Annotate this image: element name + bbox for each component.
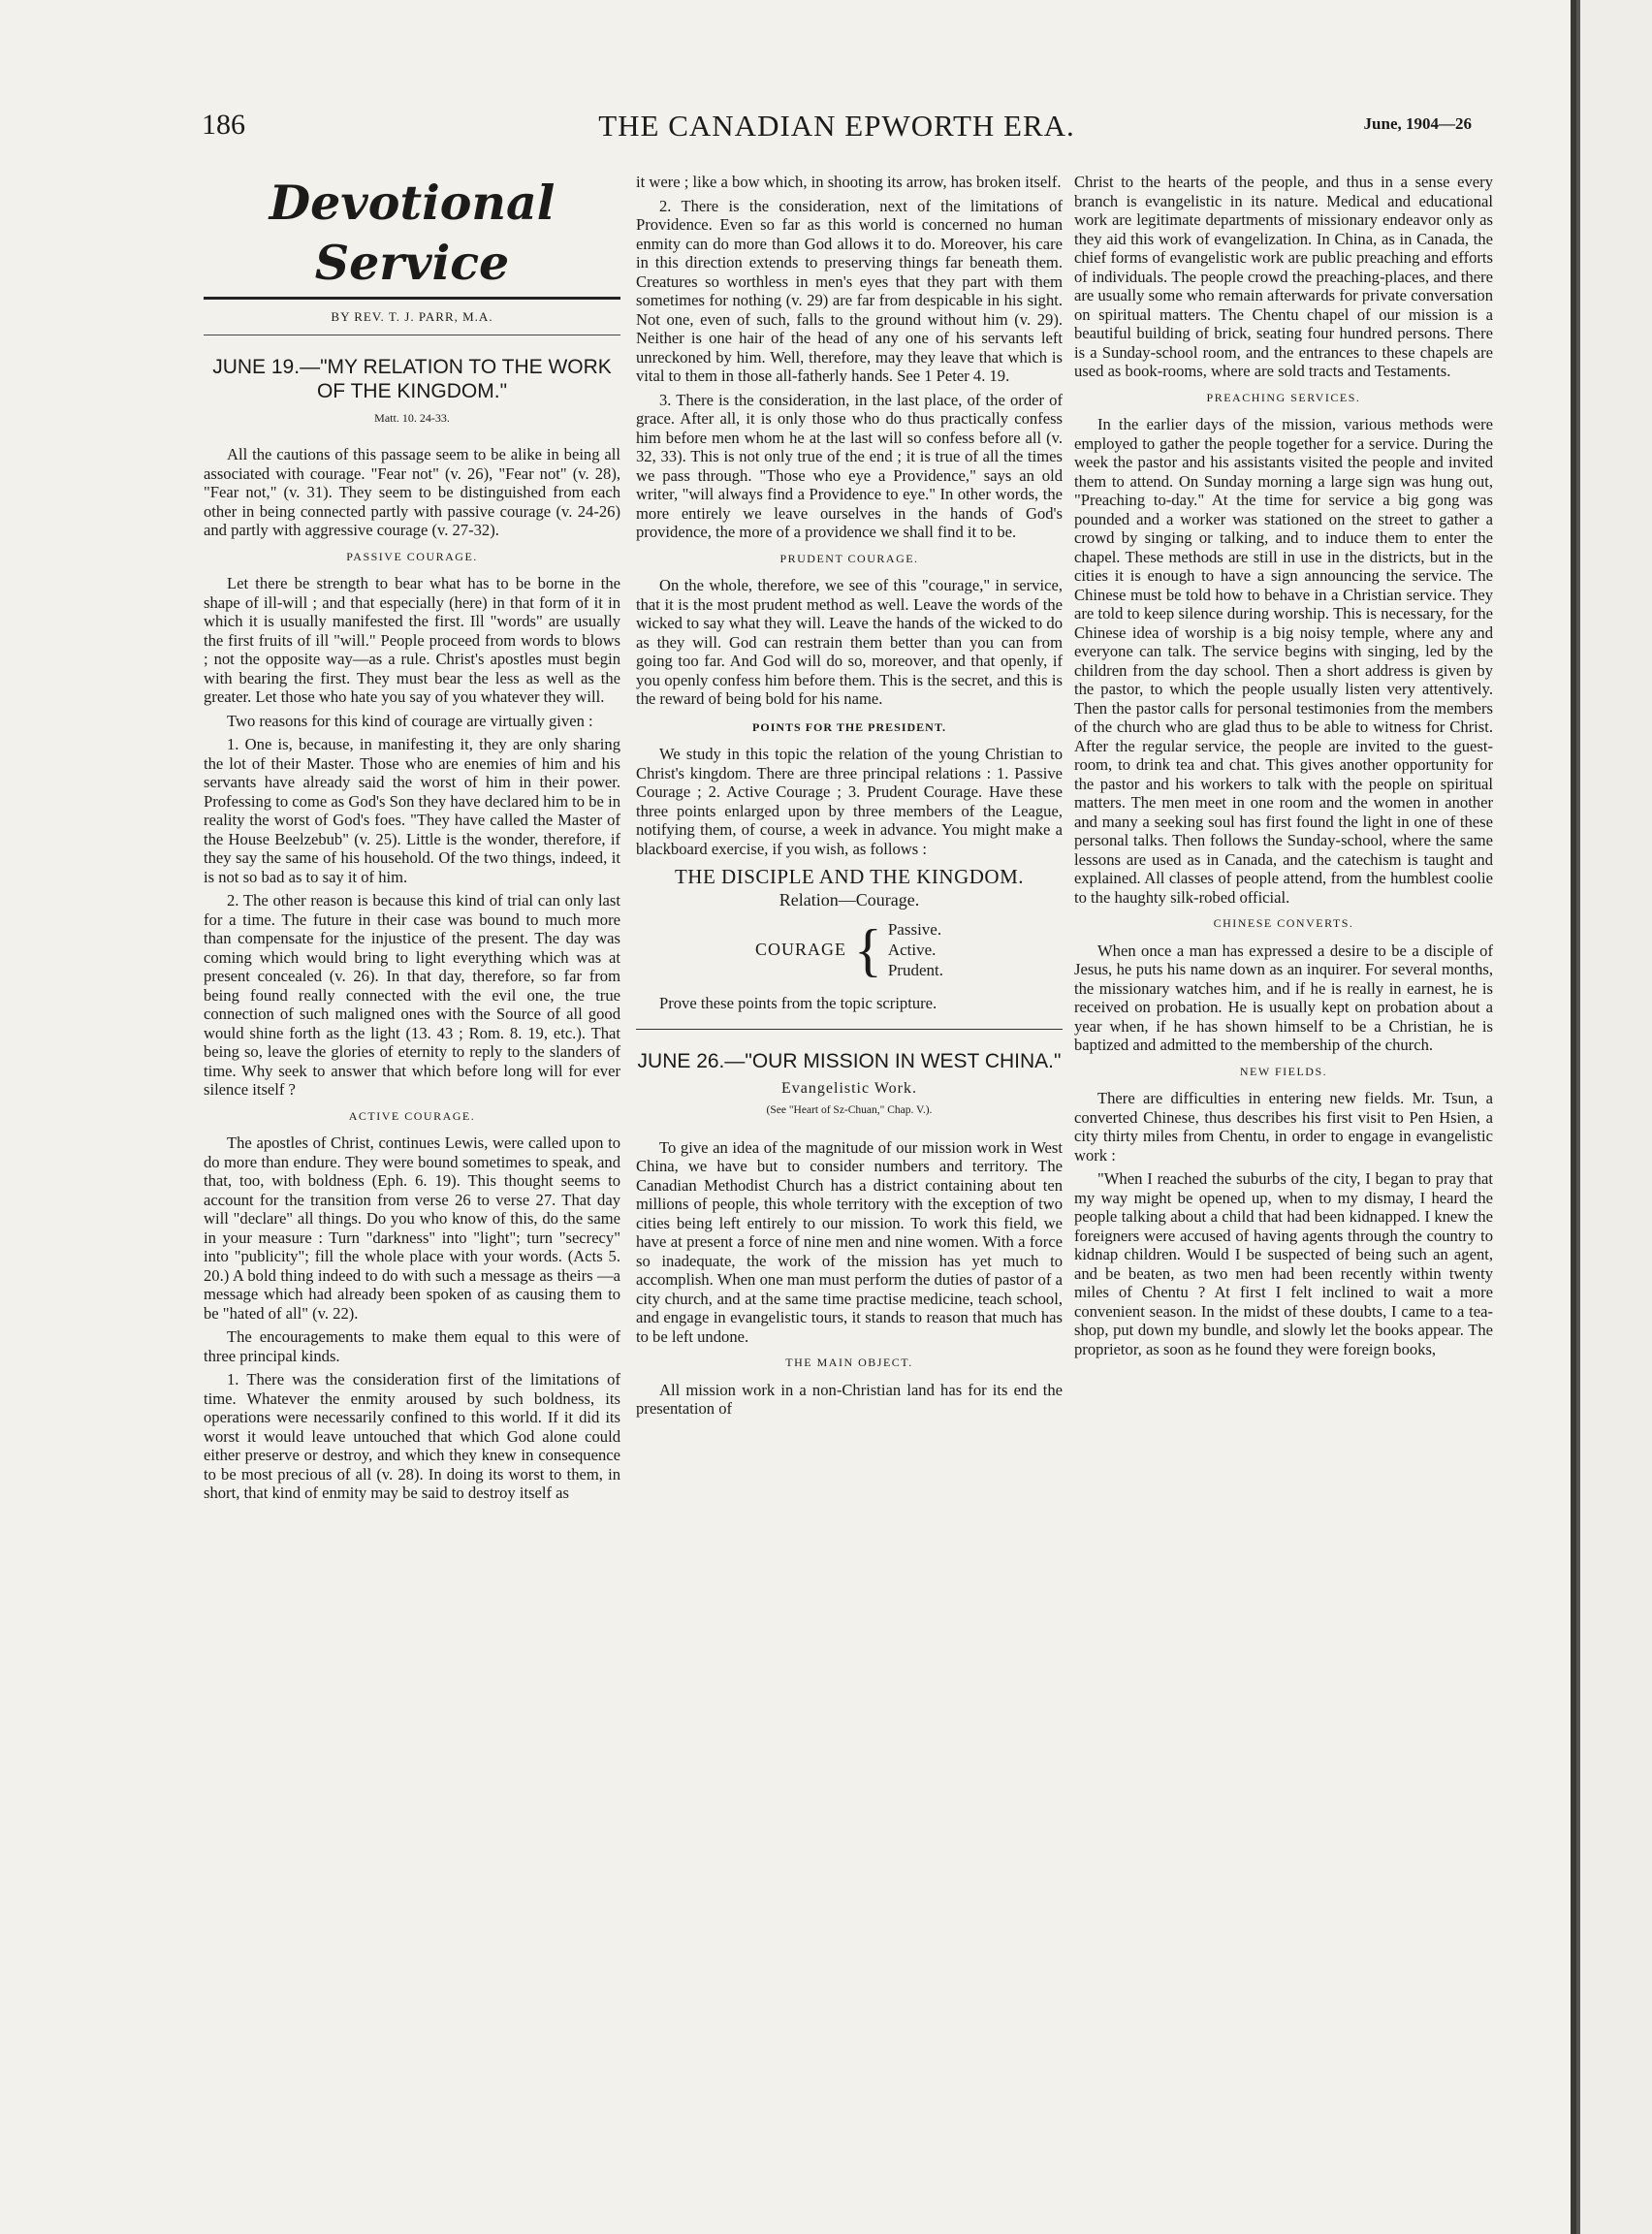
- paragraph: There are difficulties in entering new fields. Mr. Tsun, a converted Chinese, thus describes his first visit to Pen Hsien, a city thirty miles from Chentu, in order to engage in evangelistic work :: [1074, 1089, 1493, 1165]
- paragraph: The encouragements to make them equal to this were of three principal kinds.: [204, 1327, 620, 1365]
- courage-diagram: [636, 919, 1063, 980]
- paragraph: Prove these points from the topic scripture.: [659, 994, 937, 1012]
- subheading-main-object: THE MAIN OBJECT.: [785, 1356, 913, 1369]
- paragraph: 2. The other reason is because this kind of trial can only last for a time. The future in their case was bound to much more than compensate for the injustice of the present. The day was coming which would bring to light everything which was at present concealed (v. 26). In that day, therefore, so far from being found really connected with the evil one, the true connection of such maligned ones with the Source of all good would shine forth as the light (13. 43 ; Rom. 8. 19, etc.). That being so, leave the glories of eternity to reply to the slanders of time. Why seek to answer that which before long will for ever silence itself ?: [204, 891, 620, 1099]
- courage-items: [888, 919, 943, 980]
- paragraph: it were ; like a bow which, in shooting its arrow, has broken itself.: [636, 173, 1062, 191]
- paragraph: Christ to the hearts of the people, and thus in a sense every branch is evangelistic in its nature. Medical and educational work are legitimate departments of missionary endeavor only as they aid this work of evangelization. In China, as in Canada, the chief forms of evangelistic work are public preaching and efforts of individuals. The people crowd the preaching-places, and there are usually some who remain afterwards for private conversation on spiritual matters. The Chentu chapel of our mission is a beautiful building of brick, seating four hundred persons. There is a Sunday-school room, and the entrances to these chapels are used as book-rooms, where are sold tracts and Testaments.: [1074, 173, 1493, 380]
- subheading-prudent-courage: PRUDENT COURAGE.: [779, 551, 919, 565]
- byline: BY REV. T. J. PARR, M.A.: [204, 307, 620, 335]
- paragraph: In the earlier days of the mission, various methods were employed to gather the people together for a service. During the week the pastor and his assistants visited the people and invited them to attend. On Sunday morning a large sign was hung out, "Preaching to-day." At the time for service a big gong was pounded and a worker was stationed on the street to gather a crowd by singing or talking, and to induce them to enter the chapel. These methods are still in use in the districts, but in the cities it is enough to have a sign announcing the service. The Chinese must be told how to behave in a Christian service. They are told to keep silence during worship. This is necessary, for the Chinese idea of worship is a big noisy temple, where any and everyone can talk. The service begins with singing, led by the children from the day school. Then a short address is given by the pastor, to which the people usually listen very attentively. Then the pastor calls for personal testimonies from the members of the church who are glad thus to be able to witness for Christ. After the regular service, the people are invited to the guest-room, to drink tea and chat. This gives another opportunity for the pastor and his workers to talk with the people on spiritual matters. The men meet in one room and the women in another and many a seeking soul has first found the light in one of these personal talks. Then follows the Sunday-school, where the same lessons are used as in Canada, and the catechism is taught and explained. All classes of people attend, from the humblest coolie to the haughty silk-robed official.: [1074, 415, 1493, 907]
- scripture-reference: Matt. 10. 24-33.: [374, 410, 450, 425]
- issue-date: June, 1904—26: [1363, 114, 1472, 133]
- page-number: 186: [202, 109, 245, 141]
- topic-heading-june-26: JUNE 26.—"OUR MISSION IN WEST CHINA.": [637, 1049, 1062, 1072]
- column-3: [1074, 173, 1493, 1363]
- paragraph: To give an idea of the magnitude of our mission work in West China, we have but to consider numbers and territory. The Canadian Methodist Church has a district containing about ten millions of people, this whole territory with the exception of two cities being left entirely to our mission. To work this field, we have at present a force of nine men and nine women. With a force so inadequate, the work of the mission has yet much to accomplish. When one man must perform the duties of pastor of a city church, and at the same time practise medicine, teach school, and engage in evangelistic tours, it stands to reason that much has to be left undone.: [636, 1137, 1063, 1346]
- paragraph: The apostles of Christ, continues Lewis, were called upon to do more than endure. They were bound sometimes to speak, and that, too, with boldness (Eph. 6. 19). This thought seems to account for the transition from verse 26 to verse 27. That day will "declare" all things. Do you who know of this, do the same in your measure : Turn "darkness" into "light"; turn "secrecy" into "publicity"; fill the whole place with your words. (Acts 5. 20.) A bold thing indeed to do with such a message as theirs —a message which had already been spoken of as causing them to be "hated of all" (v. 22).: [204, 1133, 620, 1323]
- column-2: [636, 173, 1063, 1423]
- paragraph: Two reasons for this kind of courage are virtually given :: [227, 711, 593, 730]
- subheading-evangelistic-work: Evangelistic Work.: [781, 1079, 917, 1097]
- paragraph: 3. There is the consideration, in the last place, of the order of grace. After all, it is only those who do thus practically confess him before men whom he at the last will so confess before all (v. 32, 33). This is not only true of the end ; it is true of all the times we pass through. "Those who eye a Providence," says an old writer, "will always find a Providence to eye." In other words, the more entirely we leave ourselves in the hands of God's providence, the more of a providence we shall find it to be.: [636, 390, 1063, 541]
- subheading-preaching-services: PREACHING SERVICES.: [1206, 390, 1361, 404]
- brace-icon: {: [854, 917, 882, 982]
- courage-item: Passive.: [887, 920, 942, 939]
- subheading-new-fields: NEW FIELDS.: [1239, 1064, 1328, 1078]
- divider: [636, 1029, 1063, 1030]
- paragraph: 1. There was the consideration first of the limitations of time. Whatever the enmity aroused by such boldness, its operations were necessarily confined to this world. If it did its worst it would leave untouched that which God alone could either preserve or destroy, and which they knew in consequence to be most precious of all (v. 28). In doing its worst to them, in short, that kind of enmity may be said to destroy itself as: [204, 1370, 620, 1502]
- blackboard-relation: Relation—Courage.: [778, 889, 920, 910]
- courage-item: Prudent.: [887, 961, 943, 979]
- see-reference: (See "Heart of Sz-Chuan," Chap. V.).: [766, 1104, 933, 1116]
- paragraph: We study in this topic the relation of the young Christian to Christ's kingdom. There are three principal relations : 1. Passive Courage ; 2. Active Courage ; 3. Prudent Courage. Have these three points enlarged upon by three members of the League, notifying them, of course, a week in advance. You might make a blackboard exercise, if you wish, as follows :: [636, 745, 1063, 858]
- binding-gutter: [1576, 0, 1580, 2234]
- courage-item: Active.: [887, 941, 937, 959]
- blackboard-title: THE DISCIPLE AND THE KINGDOM.: [674, 865, 1024, 888]
- paragraph: All the cautions of this passage seem to be alike in being all associated with courage. "Fear not" (v. 26), "Fear not" (v. 28), "Fear not," (v. 31). They seem to be distinguished from each other in being connected partly with passive courage (v. 24-26) and partly with aggressive courage (v. 27-32).: [204, 445, 620, 539]
- courage-label: COURAGE: [755, 939, 847, 959]
- facing-page-edge: [1571, 0, 1652, 2234]
- paragraph: When once a man has expressed a desire to be a disciple of Jesus, he puts his name down as an inquirer. For several months, the missionary watches him, and if he is really in earnest, he is received on probation. He is usually kept on probation about a year when, if he has shown himself to be a Christian, he is baptized and admitted to the membership of the church.: [1074, 941, 1493, 1054]
- paragraph: 2. There is the consideration, next of the limitations of Providence. Even so far as this world is concerned no human enmity can do more than God allows it to do. Moreover, his care in this direction extends to preserving things far beneath them. Creatures so worthless in men's eyes that they part with them sometimes for nothing (v. 29) are far from despicable in his sight. Not one, even of such, falls to the ground without him (v. 29). Neither is one hair of the head of any one of his servants left unreckoned by him. Well, therefore, may they leave that which is vital to them in those all-fatherly hands. See 1 Peter 4. 19.: [636, 196, 1063, 385]
- paragraph: 1. One is, because, in manifesting it, they are only sharing the lot of their Master. Those who are enemies of him and his servants have already said the worst of him in their power. Professing to come as God's Son they have declared him to be in reality the worst of God's foes. "They have called the Master of the House Beelzebub" (v. 25). Little is the wonder, therefore, if they say the same of his household. Of the two things, indeed, it is not so bad as to say it of him.: [204, 735, 620, 886]
- column-1: [204, 173, 620, 1508]
- paragraph: On the whole, therefore, we see of this "courage," in service, that it is the most prudent method as well. Leave the words of the wicked to say what they will. Leave the hands of the wicked to do as they will. God can restrain them better than you can from going too far. And God will do so, moreover, and that openly, if you openly confess him before them. This is the secret, and this is the reward of being bold for his name.: [636, 576, 1063, 708]
- subheading-points-for-president: POINTS FOR THE PRESIDENT.: [752, 719, 946, 734]
- paragraph: All mission work in a non-Christian land has for its end the presentation of: [636, 1380, 1063, 1418]
- publication-title: THE CANADIAN EPWORTH ERA.: [598, 109, 1075, 143]
- paragraph: Let there be strength to bear what has to be borne in the shape of ill-will ; and that especially (here) in that form of it in which it is usually manifested the first. Ill "words" are usually the first fruits of ill "will." People proceed from words to blows ; not the opposite way—as a rule. Christ's apostles must begin with bearing the first. They must bear the less as well as the greater. Let those who hate you say of you whatever they will.: [204, 574, 620, 706]
- page-header: [202, 109, 1472, 155]
- section-heading: Devotional Service: [204, 173, 620, 300]
- subheading-active-courage: ACTIVE COURAGE.: [348, 1108, 476, 1123]
- topic-heading-june-19: JUNE 19.—"MY RELATION TO THE WORK OF THE KINGDOM.": [212, 355, 612, 402]
- subheading-chinese-converts: CHINESE CONVERTS.: [1213, 916, 1354, 930]
- subheading-passive-courage: PASSIVE COURAGE.: [346, 549, 478, 563]
- paragraph: "When I reached the suburbs of the city, I began to pray that my way might be opened up, when to my dismay, I heard the people talking about a child that had been kidnapped. I knew the foreigners were accused of having agents through the country to kidnap children. Would I be suspected of being such an agent, and be beaten, as two men had been recently within twenty miles of Chentu ? At first I felt inclined to wait a more convenient season. In the midst of these doubts, I came to a tea-shop, put down my bundle, and slowly let the books appear. The proprietor, as soon as he found they were foreign books,: [1074, 1169, 1493, 1358]
